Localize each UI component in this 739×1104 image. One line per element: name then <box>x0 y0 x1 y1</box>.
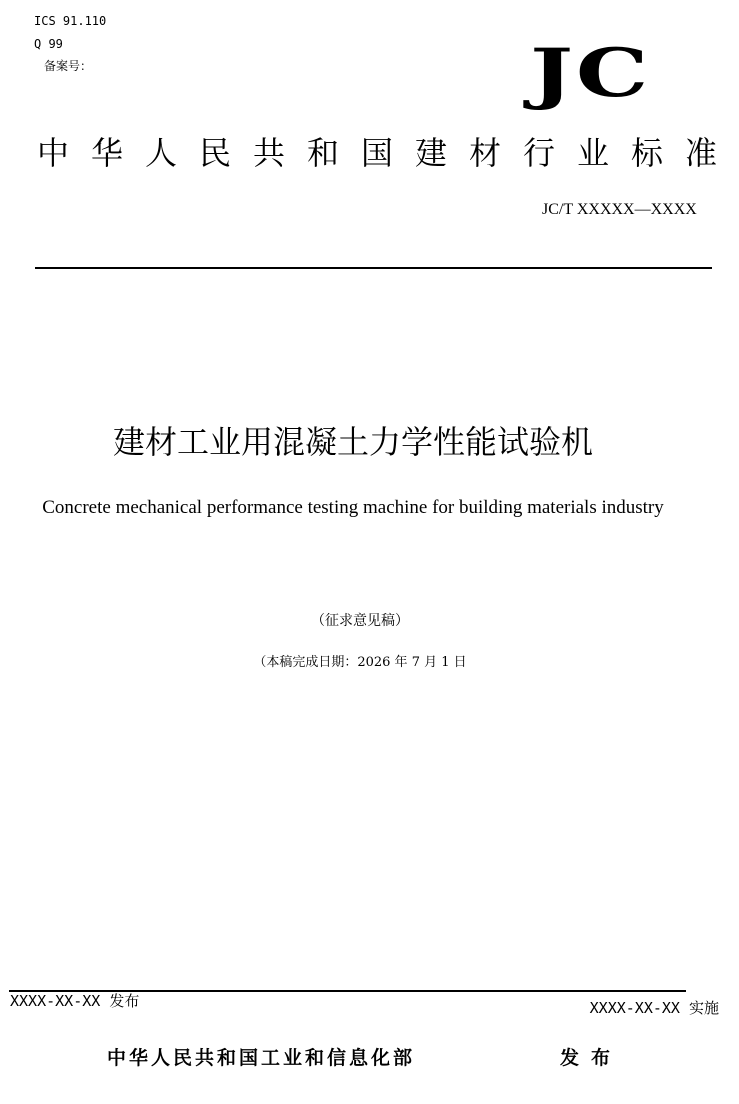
header-divider <box>35 267 712 269</box>
draft-status-label: （征求意见稿） <box>311 613 409 629</box>
implement-date: XXXX-XX-XX 实施 <box>589 999 719 1017</box>
ics-code: ICS 91.110 <box>34 14 107 28</box>
issuing-authority: 中华人民共和国工业和信息化部 <box>107 1047 416 1069</box>
jc-logo: JC <box>530 34 652 112</box>
issue-word: 发布 <box>560 1047 623 1069</box>
document-title-en: Concrete mechanical performance testing machine for building materials industry <box>42 497 664 518</box>
publish-date: XXXX-XX-XX 发布 <box>10 992 140 1010</box>
ccs-code: Q 99 <box>34 37 63 51</box>
record-number-label: 备案号： <box>44 59 93 73</box>
standard-category-title: 中华人民共和国建材行业标准 <box>37 134 739 172</box>
draft-completion-date: （本稿完成日期：2026 年 7 月 1 日 <box>253 655 467 670</box>
standard-code: JC/T XXXXX—XXXX <box>542 201 697 218</box>
document-title-cn: 建材工业用混凝土力学性能试验机 <box>112 423 593 461</box>
